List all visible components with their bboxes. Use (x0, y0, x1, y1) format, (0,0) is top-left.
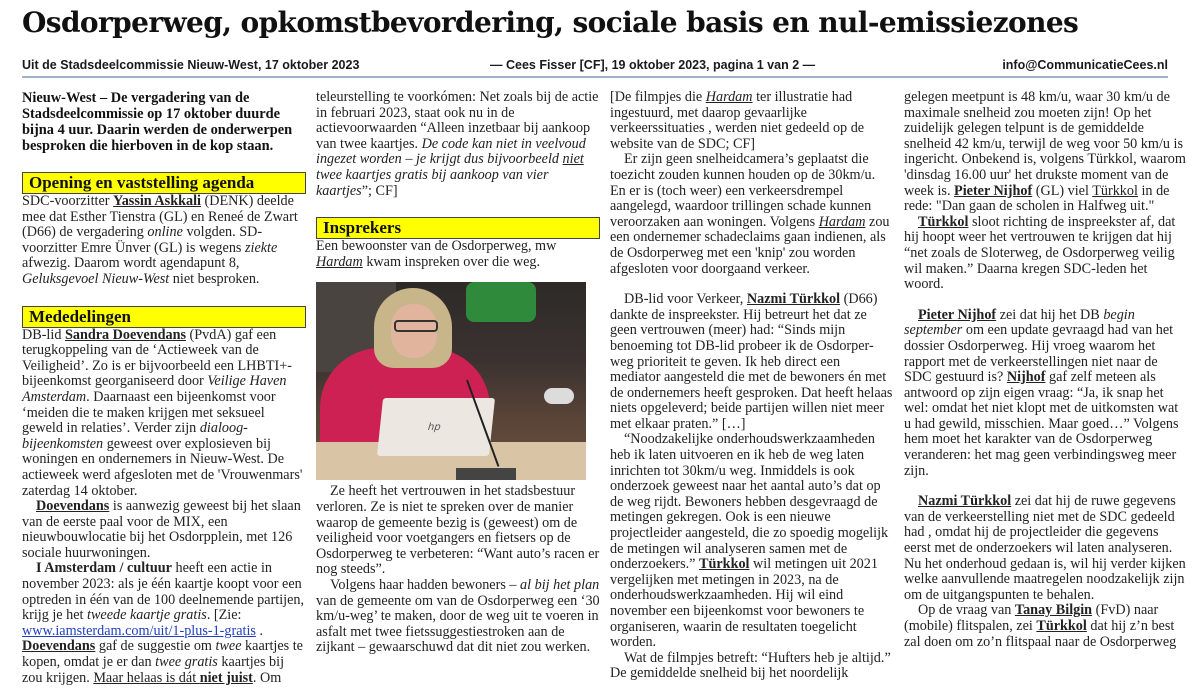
paragraph: teleurstelling te voorkómen: Net zoals bij de actie in februari 2023, staat ook nu in de actievoorwaarden “Alleen inzetbaar bij aankoop van twee kaartjes. De code kan niet in veelvoud ingezet worden – je krijgt dus bijvoorbeeld niet twee kaartjes gratis bij aankoop van vier kaartjes”; CF] (316, 89, 599, 199)
paragraph: Wat de filmpjes betreft: “Hufters heb je altijd.” De gemiddelde snelheid bij het noordelijk (610, 649, 891, 682)
person-name: Hardam (316, 253, 363, 270)
person-name: Hardam (818, 213, 866, 230)
person-name: Hardam (705, 89, 753, 105)
paragraph: “Noodzakelijke onderhoudswerkzaamheden heb ik laten uitvoeren en ik heb de weg laten inrichten tot 30km/u weg. Inmiddels is ook onderzoek geweest naar het aantal auto’s dat op de weg rijdt. Bewoners hebben desgevraagd de metingen gekregen. Ook is een nieuwe projectleider aangesteld, die zo spoedig mogelijk de metingen wil analyseren samen met de onderzoekers.” Türkkol wil metingen uit 2021 vergelijken met metingen in 2023, na de onderhoudswerkzaamheden. Hij wil eind november een bijeenkomst voor bewoners te organiseren, waarin de resultaten toegelicht worden. (610, 431, 889, 651)
person-name: Türkkol (918, 213, 969, 230)
person-name: Doevendans (22, 638, 96, 655)
person-name: Pieter Nijhof (918, 306, 997, 323)
header-bar (22, 58, 1168, 78)
email-address[interactable]: info@CommunicatieCees.nl (1002, 58, 1168, 72)
iamsterdam-link[interactable]: www.iamsterdam.com/uit/1-plus-1-gratis (22, 622, 256, 639)
section-heading-insprekers: Insprekers (316, 217, 600, 239)
paragraph: Een bewoonster van de Osdorperweg, mw Hardam kwam inspreken over die weg. (316, 238, 557, 270)
column-2 (316, 90, 600, 656)
person-name: Doevendans (36, 498, 110, 515)
paragraph: Nazmi Türkkol zei dat hij de ruwe gegevens van de verkeerstelling niet met de SDC gedeeld had , omdat hij de projectleider die gegevens eerst met de onderzoekers wil laten analyseren. Nu het onderhoud gedaan is, wil hij verder kijken welke aanvullende maatregelen noodzakelijk zijn om de uitgangspunten te behalen. (904, 493, 1186, 603)
paragraph: DB-lid voor Verkeer, Nazmi Türkkol (D66) dankte de inspreekster. Hij betreurt het dat ze geen vertrouwen (meer) had: “Sinds mijn benoeming tot DB-lid probeer ik de Osdorper-weg prioriteit te geven. Ik heb direct een mediator aangesteld die met de bewoners én met de ondernemers heeft gesproken. Dat heeft helaas niets opgeleverd; beide partijen willen niet meer met elkaar praten.” […] (610, 291, 893, 432)
person-name: Sandra Doevendans (64, 326, 186, 343)
paragraph: Ze heeft het vertrouwen in het stadsbestuur verloren. Ze is niet te spreken over de manier waarop de gemeente bezig is (geweest) om de veiligheid voor voetgangers en fietsers op de Osdorperweg te verbeteren: “Want auto’s racen er nog steeds”. (316, 483, 600, 578)
paragraph: I Amsterdam / cultuur heeft een actie in november 2023: als je één kaartje koopt voor een optreden in één van de 100 deelnemende partijen, krijg je het tweede kaartje gratis. [Zie: www.iamsterdam.com/uit/1-plus-1-gratis . Doevendans gaf de suggestie om twee kaartjes te kopen, omdat je er dan twee gratis kaartjes bij zou krijgen. Maar helaas is dát niet juist. Om (22, 560, 305, 686)
paragraph: Er zijn geen snelheidcamera’s geplaatst die toezicht zouden kunnen houden op de 30km/u. En er is (toch weer) een verkeersdrempel aangelegd, waardoor trillingen schade kunnen veroorzaken aan woningen. Volgens Hardam zou een ondernemer schadeclaims gaan indienen, als de Osdorperweg met een 'knip' zou worden afgesloten voor doorgaand verkeer. (610, 151, 890, 277)
byline: — Cees Fisser [CF], 19 oktober 2023, pagina 1 van 2 — (490, 58, 816, 72)
person-name: Yassin Askkali (113, 193, 201, 209)
person-name: Nazmi Türkkol (746, 291, 841, 308)
paragraph: DB-lid Sandra Doevendans (PvdA) gaf een terugkoppeling van de ‘Actieweek van de Veiligheid’. Zo is er bijvoorbeeld een LHBTI+-bijeenkomst georganiseerd door Veilige Haven Amsterdam. Daarnaast een bijeenkomst voor ‘meiden die te maken krijgen met seksueel geweld in relaties’. Verder zijn dialoog-bijeenkomsten geweest over explosieven bij woningen en ondernemers in Nieuw-West. De actieweek werd afgesloten met de 'Vrouwenmars' zaterdag 14 oktober. (22, 326, 303, 499)
column-3 (610, 90, 894, 682)
paragraph: SDC-voorzitter Yassin Askkali (DENK) deelde mee dat Esther Tienstra (GL) en Reneé de Zwart (D66) de vergadering online volgden. SD-voorzitter Emre Ünver (GL) is wegens ziekte afwezig. Daarom wordt agendapunt 8, Geluksgevoel Nieuw-West niet besproken. (22, 193, 298, 287)
laptop-logo: hp (427, 422, 442, 434)
paragraph: Pieter Nijhof zei dat hij het DB begin september om een update gevraagd had van het dossier Osdorperweg. Hij vroeg waarom het rapport met de verkeerstellingen niet naar de SDC gestuurd is? Nijhof gaf zelf meteen als antwoord op zijn eigen vraag: “Ja, ik snap het wel: omdat het niet klopt met de uitkomsten wat u had gewild, misschien. Maar goed…” Volgens hem moet het karakter van de Osdorperweg veranderen: het mag geen verbindingsweg meer zijn. (904, 306, 1179, 479)
person-name: Nazmi Türkkol (918, 493, 1012, 510)
section-heading-opening: Opening en vaststelling agenda (22, 172, 306, 194)
paragraph: Volgens haar hadden bewoners – al bij het plan van de gemeente om van de Osdorperweg een ‘30 km/u-weg’ te maken, door de weg uit te voeren in asfalt met twee fietssuggestiestroken aan de zijkant – gewaarschuwd dat dit niet zou werken. (316, 576, 600, 656)
organisation-name: I Amsterdam / cultuur (36, 560, 172, 577)
speaker-photo (316, 282, 586, 480)
person-name: Tanay Bilgin (1014, 602, 1093, 619)
lead-paragraph: Nieuw-West – De vergadering van de Stadsdeelcommissie op 17 oktober duurde bijna 4 uur. Daarin werden de onderwerpen besproken die hierboven in de kop staan. (22, 90, 293, 154)
paragraph: Türkkol sloot richting de inspreekster af, dat hij hoopt weer het vertrouwen te krijgen dat hij “net zoals de Sloterweg, de Osdorperweg veilig wil maken.” Daarna kregen SDC-leden het woord. (904, 213, 1176, 293)
person-name: Pieter Nijhof (954, 182, 1033, 199)
section-heading-mededelingen: Mededelingen (22, 306, 306, 328)
person-name: Nijhof (1006, 369, 1046, 386)
person-name: Türkkol (699, 556, 750, 573)
paragraph: Op de vraag van Tanay Bilgin (FvD) naar (mobile) flitspalen, zei Türkkol dat hij z’n best zal doen om zo’n flitspaal naar de Osdorperweg (904, 602, 1177, 650)
person-name: Türkkol (1092, 182, 1138, 199)
paragraph: [De filmpjes die Hardam ter illustratie had ingestuurd, met daarop gevaarlijke verkeerssituaties , werden niet gedeeld op de website van de SDC; CF] (610, 89, 865, 152)
person-name: Türkkol (1036, 618, 1087, 634)
source-line: Uit de Stadsdeelcommissie Nieuw-West, 17 oktober 2023 (22, 58, 360, 72)
paragraph: gelegen meetpunt is 48 km/u, waar 30 km/u de maximale snelheid zou moeten zijn! Op het zuidelijk gelegen telpunt is de gemiddelde snelheid 42 km/u, terwijl de weg voor 50 km/u is ingericht. Onbekend is, volgens Türkkol, waarom 'dinsdag 16.00 uur' het drukste moment van de week is. Pieter Nijhof (GL) viel Türkkol in de rede: "Dan gaan de scholen in Halfweg uit." (904, 89, 1186, 215)
column-1 (22, 90, 306, 686)
paragraph: Doevendans is aanwezig geweest bij het slaan van de eerste paal voor de MIX, een nieuwbouwlocatie bij het Osdorpplein, met 126 sociale huurwoningen. (22, 498, 301, 561)
page-title: Osdorperweg, opkomstbevordering, sociale basis en nul-emissiezones (22, 6, 1079, 39)
column-4 (904, 90, 1188, 650)
